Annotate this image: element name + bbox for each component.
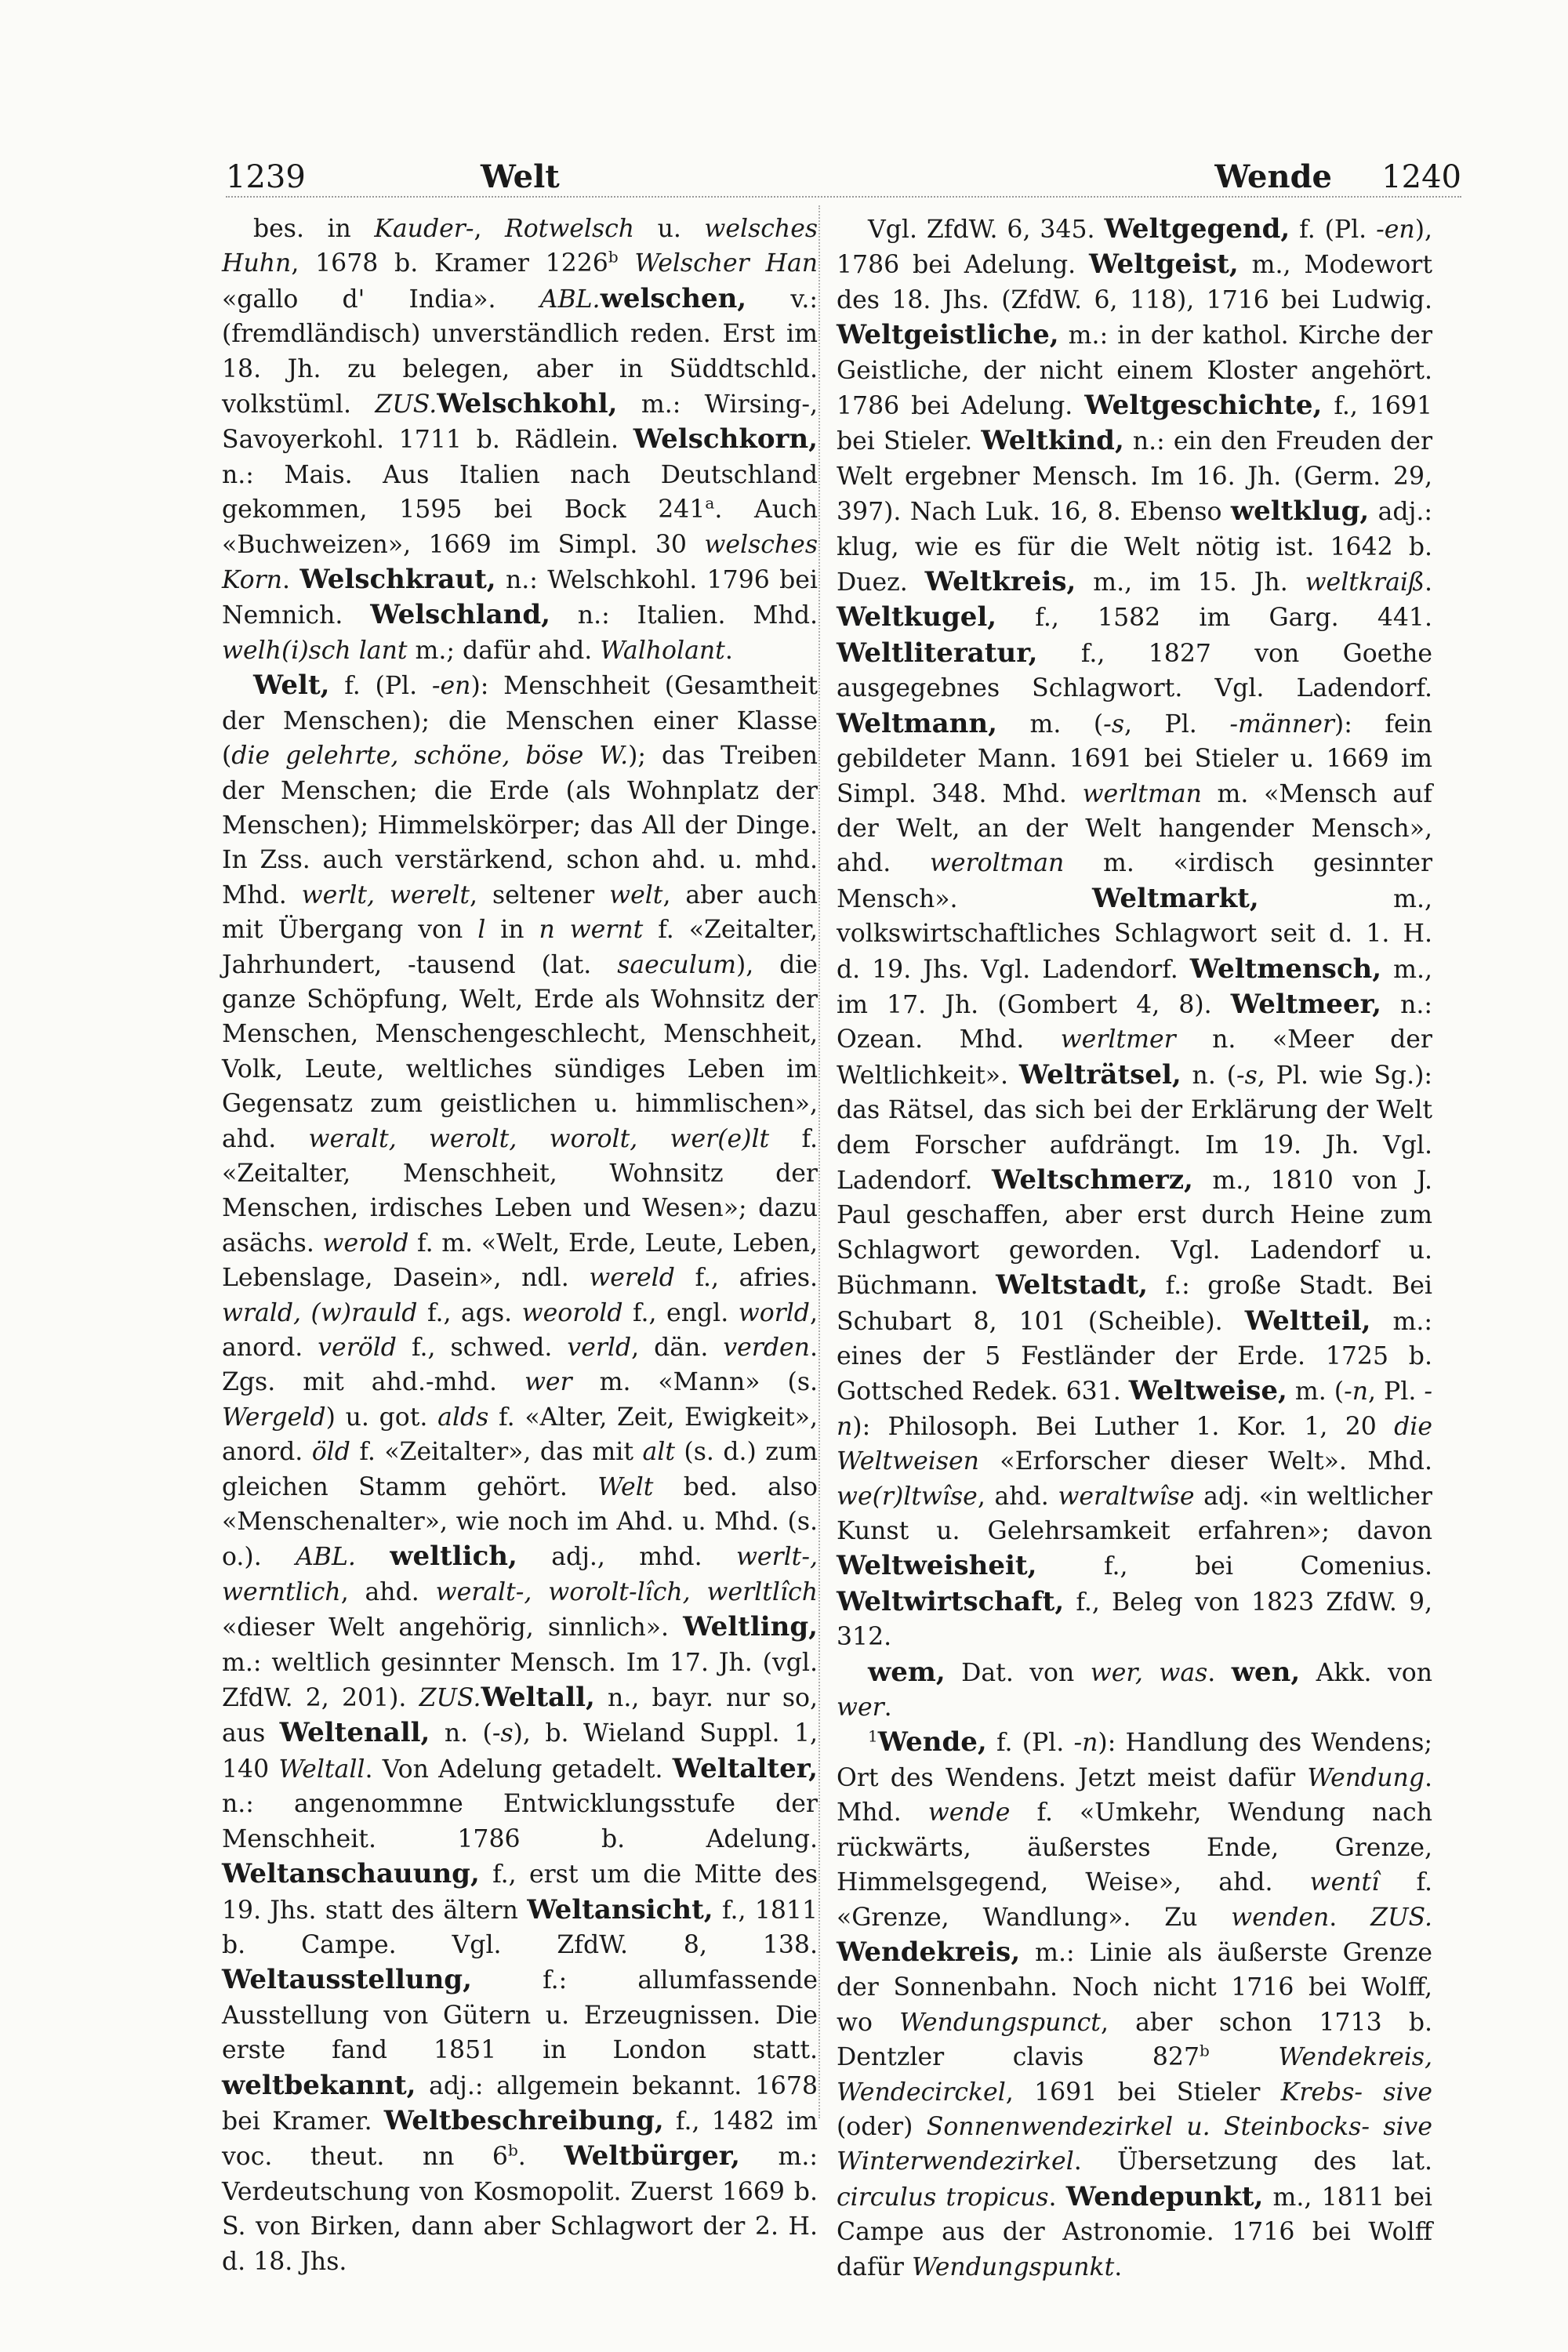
lemma: Weltwirtschaft,	[837, 1585, 1065, 1617]
entry-text: m.: eines der 5 Festländer der Erde. 1725 b. Gottsched Redek. 631.	[837, 1307, 1432, 1406]
italic-text: Weltall	[278, 1755, 365, 1784]
entry-text: Vgl. ZfdW. 6, 345.	[868, 216, 1105, 244]
entry-text: bes. in	[253, 215, 375, 243]
italic-text: welh(i)sch lant	[222, 636, 408, 665]
italic-text: saeculum	[617, 950, 736, 979]
entry-text: ): Philosoph. Bei Luther 1. Kor. 1, 20	[852, 1412, 1395, 1441]
entry-text: . Von Adelung getadelt.	[365, 1755, 673, 1784]
entry-text: m., 1810 von J. Paul geschaffen, aber erst durch Heine zum Schlagwort geworden. Vgl. Ladendorf u. Büchmann.	[837, 1166, 1432, 1301]
lemma: Welschkohl,	[437, 388, 618, 420]
italic-text: n wernt	[539, 916, 644, 945]
entry-text: .	[724, 636, 733, 665]
entry-text: m.: Wirsing-, Savoyerkohl. 1711 b. Rädlein.	[222, 390, 818, 455]
entry-text: , seltener	[470, 880, 610, 909]
lemma: Weltschmerz,	[991, 1163, 1193, 1196]
entry-text: n.: Italien. Mhd.	[550, 601, 818, 630]
italic-text: circulus tropicus	[837, 2183, 1049, 2212]
lemma: wem,	[868, 1656, 946, 1688]
entry-text: f. m. «Welt, Erde, Leute, Leben, Lebenslage, Dasein», ndl.	[222, 1229, 818, 1293]
lemma: Welschkraut,	[299, 564, 496, 596]
italic-text: -n	[1344, 1377, 1369, 1406]
entry-text: n., bayr. nur so, aus	[222, 1684, 818, 1748]
superscript: b	[507, 2140, 518, 2160]
italic-text: veröld	[318, 1334, 397, 1362]
italic-text: Sonnenwendezirkel u. Steinbocks- sive Winterwendezirkel	[837, 2112, 1432, 2176]
lemma: Weltansicht,	[527, 1893, 713, 1926]
lemma: Weltmarkt,	[1091, 882, 1259, 914]
lemma: Wendepunkt,	[1065, 2180, 1264, 2212]
entry-text: f., ags.	[417, 1298, 522, 1327]
lemma: Weltweisheit,	[837, 1550, 1037, 1582]
entry-text: f. «Zeitalter, Menschheit, Wohnsitz der Menschen, irdisches Leben und Wesen»; dazu asächs.	[222, 1124, 818, 1258]
entry-text: n.: Welschkohl. 1796 bei Nemnich.	[222, 566, 818, 630]
lemma: Weltall,	[481, 1682, 595, 1714]
lemma: Weltgegend,	[1104, 213, 1290, 245]
entry-text: , Pl. wie Sg.): das Rätsel, das sich bei der Erklärung der Welt dem Forscher aufdrängt. Im 19. Jh. Vgl. Ladendorf.	[837, 1061, 1432, 1195]
italic-text: wer, was	[1090, 1658, 1208, 1687]
entry-text: adj., mhd.	[517, 1543, 736, 1572]
guide-word-left: Welt	[481, 158, 560, 195]
italic-text: Wendungspunct	[899, 2008, 1101, 2037]
entry-text: adj.: klug, wie es für die Welt nötig ist. 1642 b. Duez.	[837, 498, 1432, 597]
entry-text: . Auch «Buchweizen», 1669 im Simpl. 30	[222, 495, 818, 559]
entry-text: adj. «in weltlicher Kunst u. Gelehrsamkeit erfahren»; davon	[837, 1482, 1432, 1546]
italic-text: Wendung	[1307, 1763, 1425, 1792]
italic-text: Kauder-	[374, 215, 474, 243]
italic-text: Welscher Han	[634, 249, 818, 278]
entry-text: m. «Mann» (s.	[572, 1368, 818, 1397]
entry-text: m.: weltlich gesinnter Mensch. Im 17. Jh. (vgl. ZfdW. 2, 201).	[222, 1648, 818, 1713]
lemma: weltbekannt,	[222, 2069, 416, 2101]
entry-text: f. «Alter, Zeit, Ewigkeit», anord.	[222, 1403, 818, 1467]
italic-text: weroltman	[929, 849, 1065, 878]
entry-text: , Pl.	[1123, 710, 1230, 739]
superscript: b	[608, 247, 619, 267]
italic-text: we(r)ltwîse	[837, 1482, 978, 1511]
entry-text: v.: (fremdländisch) unverständlich reden. Erst im 18. Jh. zu belegen, aber in Süddtschld. volkstüml.	[222, 285, 818, 419]
entry-text: «Erforscher dieser Welt». Mhd.	[978, 1447, 1432, 1476]
lemma: Weltgeist,	[1089, 249, 1239, 281]
lemma: weltklug,	[1230, 495, 1370, 528]
entry-text: in	[485, 916, 539, 945]
entry-text: f. «Grenze, Wandlung». Zu	[837, 1868, 1432, 1932]
lemma: Weltausstellung,	[222, 1964, 472, 1996]
lemma: Welträtsel,	[1018, 1058, 1181, 1091]
italic-text: wer	[524, 1368, 572, 1397]
entry-text: , 1678 b. Kramer 1226	[291, 249, 608, 278]
entry-text: m. «Mensch auf der Welt, an der Welt hangender Mensch», ahd.	[837, 779, 1432, 878]
column-divider	[818, 205, 820, 2118]
right-column	[837, 212, 1432, 2285]
entry-text: m., 1811 bei Campe aus der Astronomie. 1716 bei Wolff dafür	[837, 2183, 1433, 2281]
italic-text: werlt-, werntlich	[222, 1543, 818, 1606]
entry-text: f. «Umkehr, Wendung nach rückwärts, äußerstes Ende, Grenze, Himmelsgegend, Weise», ahd.	[837, 1798, 1432, 1897]
italic-text: -en	[431, 672, 471, 701]
lemma: Weltbürger,	[564, 2140, 741, 2172]
superscript: 1	[868, 1726, 878, 1746]
entry-text: m. (	[996, 710, 1104, 739]
entry-text: ,	[474, 215, 505, 243]
italic-text: weralt-, worolt-lîch, werltlîch	[435, 1577, 818, 1606]
entry-text: f., afries.	[674, 1264, 818, 1293]
superscript: b	[1200, 2041, 1210, 2060]
italic-text: welt	[609, 880, 663, 909]
italic-text: werltman	[1082, 779, 1202, 808]
entry-text: n.: ein den Freuden der Welt ergebner Mensch. Im 16. Jh. (Germ. 29, 397). Nach Luk. 16, 8. Ebenso	[837, 427, 1433, 527]
entry-text: adj.: allgemein bekannt. 1678 bei Kramer.	[222, 2071, 818, 2136]
entry-text: f., 1691 bei Stieler.	[837, 392, 1432, 456]
entry-text: m., im 15. Jh.	[1076, 568, 1305, 597]
italic-text: Welt	[597, 1472, 654, 1501]
page-header	[226, 155, 1461, 199]
entry-text: f., 1811 b. Campe. Vgl. ZfdW. 8, 138.	[222, 1896, 818, 1959]
entry-text: n. «Meer der Weltlichkeit».	[837, 1025, 1432, 1090]
entry-text: m.: in der kathol. Kirche der Geistliche, der nicht einem Kloster angehört. 1786 bei Adelung.	[837, 321, 1432, 421]
entry-paragraph	[837, 212, 1432, 1655]
entry-text: .	[1329, 1903, 1371, 1932]
entry-text: . Übersetzung des lat.	[1073, 2147, 1432, 2176]
lemma: Weltkugel,	[837, 601, 997, 633]
italic-text: Wergeld	[222, 1403, 326, 1432]
lemma: Weltbeschreibung,	[383, 2104, 664, 2136]
italic-text: ABL.	[296, 1543, 356, 1572]
entry-text: , aber schon 1713 b. Dentzler clavis 827	[837, 2008, 1432, 2072]
entry-text: ): Menschheit (Gesamtheit der Menschen); die Menschen einer Klasse (	[222, 672, 818, 771]
entry-text: .	[1114, 2252, 1123, 2281]
entry-text: f. (Pl.	[986, 1729, 1074, 1758]
entry-text: ), b. Wieland Suppl. 1, 140	[222, 1719, 818, 1784]
italic-text: welsches Korn	[222, 530, 818, 595]
entry-paragraph	[837, 1655, 1432, 1726]
entry-text: f. «Zeitalter», das mit	[350, 1438, 643, 1467]
lemma: Weltteil,	[1244, 1305, 1371, 1337]
italic-text: ABL.	[539, 285, 601, 314]
entry-text: n. (	[1181, 1061, 1236, 1090]
entry-text: ): Handlung des Wendens; Ort des Wendens. Jetzt meist dafür	[837, 1729, 1432, 1792]
entry-text: , 1691 bei Stieler	[1005, 2078, 1281, 2107]
entry-paragraph	[222, 212, 818, 668]
italic-text: Wendungspunkt	[911, 2252, 1115, 2281]
entry-text: (s. d.) zum gleichen Stamm gehört.	[222, 1438, 818, 1501]
italic-text: die Weltweisen	[837, 1412, 1432, 1476]
italic-text: Wendekreis, Wendecirckel	[837, 2043, 1432, 2107]
lemma: weltlich,	[390, 1541, 517, 1573]
entry-text: , dän.	[631, 1334, 724, 1362]
entry-text: , anord.	[222, 1298, 818, 1362]
entry-text: m.; dafür ahd.	[407, 636, 601, 665]
header-rule	[226, 196, 1461, 198]
italic-text: ZUS.	[1370, 1903, 1432, 1932]
lemma: Weltliteratur,	[837, 637, 1038, 669]
entry-text	[1210, 2043, 1279, 2071]
entry-text: n.: angenommne Entwicklungsstufe der Menschheit. 1786 b. Adelung.	[222, 1790, 818, 1853]
italic-text: verld	[567, 1334, 632, 1362]
entry-text: ), 1786 bei Adelung.	[837, 216, 1432, 280]
italic-text: weltkraiß	[1305, 568, 1425, 597]
italic-text: -s	[1103, 710, 1124, 739]
entry-text: ); das Treiben der Menschen; die Erde (als Wohnplatz der Menschen); Himmelskörper; das All der Dinge. In Zss. auch verstärkend, schon ahd. u. mhd. Mhd.	[222, 742, 818, 909]
lemma: Weltanschauung,	[222, 1858, 480, 1890]
italic-text: ZUS.	[375, 390, 437, 419]
lemma: Welschland,	[370, 599, 550, 631]
lemma: Weltling,	[683, 1611, 818, 1643]
lemma: welschen,	[600, 282, 747, 314]
italic-text: werlt, werelt	[301, 880, 470, 909]
left-column	[222, 212, 818, 2279]
entry-text: .	[1207, 1658, 1232, 1687]
entry-text: f., bei Comenius.	[1036, 1552, 1432, 1581]
lemma: Weltmeer,	[1230, 988, 1381, 1020]
lemma: Weltmann,	[837, 707, 997, 739]
entry-text: .	[1048, 2183, 1066, 2212]
entry-text: f., engl.	[622, 1298, 739, 1327]
entry-text: , aber auch mit Übergang von	[222, 880, 818, 945]
entry-text: n.: Mais. Aus Italien nach Deutschland gekommen, 1595 bei Bock 241	[222, 460, 818, 524]
entry-text: bed. also «Menschenalter», wie noch im Ahd. u. Mhd. (s. o.).	[222, 1472, 818, 1572]
entry-paragraph	[222, 668, 818, 2279]
italic-text: weralt, werolt, worolt, wer(e)lt	[308, 1124, 770, 1153]
italic-text: welsches Huhn	[222, 215, 818, 278]
entry-text: «gallo d' India».	[222, 285, 540, 314]
italic-text: weorold	[521, 1298, 623, 1327]
entry-text: (oder)	[837, 2112, 927, 2141]
page-number-right: 1240	[1381, 159, 1461, 195]
italic-text: -s	[1236, 1061, 1258, 1090]
entry-text: f., erst um die Mitte des 19. Jhs. statt des ältern	[222, 1860, 818, 1925]
entry-text: m. «irdisch gesinnter Mensch».	[837, 849, 1433, 913]
entry-text: ) u. got.	[325, 1403, 438, 1432]
entry-text: Akk. von	[1300, 1658, 1433, 1687]
entry-text: . Zgs. mit ahd.-mhd.	[222, 1334, 818, 1397]
italic-text: wer	[837, 1693, 884, 1722]
lemma: Wende,	[877, 1726, 987, 1759]
italic-text: l	[477, 916, 486, 945]
italic-text: werltmer	[1060, 1025, 1176, 1054]
lemma: Wendekreis,	[837, 1936, 1021, 1968]
lemma: Weltkind,	[981, 425, 1124, 457]
italic-text: wenden	[1231, 1903, 1330, 1932]
italic-text: world	[738, 1298, 810, 1327]
entry-text: ): fein gebildeter Mann. 1691 bei Stieler u. 1669 im Simpl. 348. Mhd.	[837, 710, 1432, 808]
lemma: Welschkorn,	[633, 423, 818, 456]
entry-text: f. (Pl.	[1290, 216, 1377, 244]
entry-text: f. «Zeitalter, Jahrhundert, -tausend (lat.	[222, 916, 818, 979]
lemma: Weltenall,	[279, 1717, 430, 1749]
entry-text	[356, 1543, 390, 1571]
entry-text: f., schwed.	[396, 1334, 568, 1362]
entry-text: m., Modewort des 18. Jhs. (ZfdW. 6, 118), 1716 bei Ludwig.	[837, 251, 1432, 314]
entry-text: f.: allumfassende Ausstellung von Gütern u. Erzeugnissen. Die erste fand 1851 in London statt.	[222, 1966, 818, 2065]
lemma: Weltgeistliche,	[837, 319, 1059, 351]
lemma: Weltalter,	[672, 1752, 818, 1784]
italic-text: weraltwîse	[1058, 1482, 1195, 1511]
italic-text: -s	[492, 1719, 514, 1748]
entry-text: f. (Pl.	[329, 672, 432, 701]
italic-text: -en	[1376, 216, 1415, 244]
entry-text: .	[282, 566, 300, 595]
lemma: Weltmensch,	[1189, 953, 1382, 985]
italic-text: werold	[322, 1229, 409, 1258]
entry-text: m., im 17. Jh. (Gombert 4, 8).	[837, 955, 1432, 1019]
italic-text: -n	[1073, 1729, 1098, 1758]
entry-text: f., Beleg von 1823 ZfdW. 9, 312.	[837, 1588, 1432, 1652]
entry-text: f., 1827 von Goethe ausgegebnes Schlagwort. Vgl. Ladendorf.	[837, 639, 1432, 703]
italic-text: wereld	[589, 1264, 675, 1293]
italic-text: alt	[642, 1438, 675, 1467]
italic-text: verden	[723, 1334, 810, 1362]
entry-text: .	[517, 2143, 564, 2172]
entry-text: n. (	[430, 1719, 492, 1748]
entry-text: , ahd.	[340, 1577, 436, 1606]
entry-text: m., volkswirtschaftliches Schlagwort seit d. 1. H. d. 19. Jhs. Vgl. Ladendorf.	[837, 884, 1432, 984]
italic-text: Krebs- sive	[1280, 2078, 1432, 2107]
entry-text: f., 1482 im voc. theut. nn 6	[222, 2107, 818, 2172]
entry-text: m.: Linie als äußerste Grenze der Sonnenbahn. Noch nicht 1716 bei Wolff, wo	[837, 1938, 1432, 2037]
entry-text: m. (	[1287, 1377, 1345, 1406]
italic-text: wende	[927, 1798, 1011, 1828]
entry-text: n.: Ozean. Mhd.	[837, 990, 1432, 1054]
lemma: wen,	[1231, 1656, 1301, 1688]
lemma: Weltgeschichte,	[1084, 390, 1323, 422]
italic-text: ZUS.	[419, 1684, 481, 1713]
italic-text: wentî	[1309, 1868, 1380, 1897]
italic-text: -männer	[1229, 710, 1334, 739]
lemma: Weltweise,	[1128, 1375, 1287, 1407]
entry-text: Dat. von	[945, 1658, 1091, 1687]
entry-text: «dieser Welt angehörig, sinnlich».	[222, 1613, 684, 1642]
entry-text: , ahd.	[977, 1482, 1058, 1511]
italic-text: Walholant	[600, 636, 725, 665]
entry-text: . Mhd.	[837, 1763, 1432, 1828]
superscript: a	[705, 493, 715, 513]
italic-text: Rotwelsch	[504, 215, 635, 243]
entry-text: , Pl.	[1368, 1377, 1425, 1406]
italic-text: -n	[837, 1377, 1433, 1441]
entry-text: .	[1424, 568, 1432, 597]
italic-text: wrald, (w)rauld	[222, 1298, 418, 1327]
lemma: Weltstadt,	[996, 1269, 1149, 1301]
italic-text: öld	[311, 1438, 350, 1467]
entry-text: m.: Verdeutschung von Kosmopolit. Zuerst 1669 b. S. von Birken, dann aber Schlagwort der 2. H. d. 18. Jhs.	[222, 2143, 818, 2276]
entry-paragraph	[837, 1725, 1432, 2285]
lemma: Welt,	[253, 670, 330, 702]
entry-text: f., 1582 im Garg. 441.	[996, 604, 1432, 633]
italic-text: die gelehrte, schöne, böse W.	[231, 742, 629, 771]
lemma: Weltkreis,	[924, 566, 1076, 598]
entry-text: ), die ganze Schöpfung, Welt, Erde als Wohnsitz der Menschen, Menschengeschlecht, Menschheit, Volk, Leute, weltliches sündiges Leben im Gegensatz zum geistlichen u. himmlischen», ahd.	[222, 950, 818, 1153]
entry-text: f.: große Stadt. Bei Schubart 8, 101 (Scheible).	[837, 1272, 1432, 1336]
page-number-left: 1239	[226, 159, 306, 195]
italic-text: alds	[437, 1403, 489, 1432]
entry-text: .	[884, 1693, 892, 1722]
entry-text: u.	[634, 215, 705, 243]
guide-word-right: Wende	[1214, 158, 1332, 195]
entry-text	[619, 249, 635, 278]
